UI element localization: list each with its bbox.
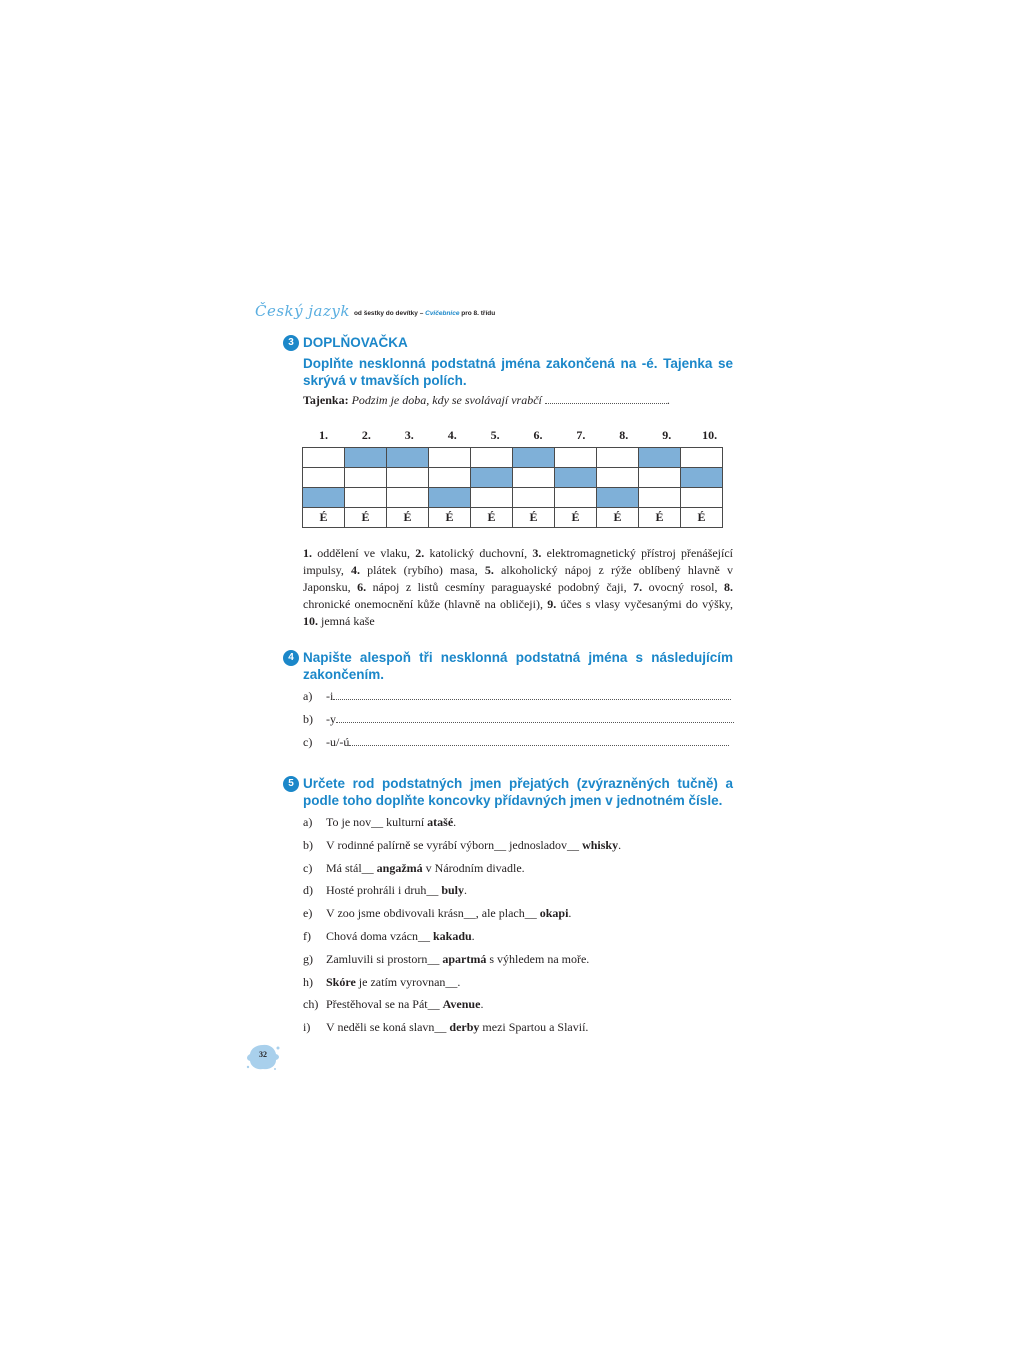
exercise-item — [303, 1019, 588, 1035]
tajenka-text: Podzim je doba, kdy se svolávají vrabčí — [351, 393, 542, 407]
item-label: d) — [303, 883, 313, 898]
clue-number: 1. — [303, 546, 312, 560]
task-4-instruction: Napište alespoň tři nesklonná podstatná jména s následujícím zakončením. — [303, 650, 733, 682]
sentence-text: . — [480, 997, 484, 1012]
crossword-cell[interactable] — [429, 488, 471, 508]
exercise-item — [303, 814, 456, 830]
clue-text: jemná kaše — [318, 614, 375, 628]
item-label: i) — [303, 1020, 311, 1035]
crossword-cell[interactable] — [303, 488, 345, 508]
answer-line[interactable] — [349, 735, 729, 746]
sentence-text: . — [618, 837, 622, 852]
exercise-item — [303, 951, 589, 967]
sentence-text: Má stál__ — [326, 860, 377, 875]
item-label: b) — [303, 837, 313, 852]
crossword-letter-cell: É — [303, 508, 345, 528]
clue-number: 10. — [303, 614, 318, 628]
loanword-bold: okapi — [539, 906, 569, 921]
crossword-cell[interactable] — [345, 488, 387, 508]
book-subtitle — [354, 310, 495, 320]
answer-line[interactable] — [336, 712, 734, 723]
exercise-item — [303, 882, 467, 898]
crossword-letter-cell: É — [681, 508, 723, 528]
exercise-item — [303, 996, 483, 1012]
crossword-letter-cell: É — [597, 508, 639, 528]
crossword-cell[interactable] — [681, 468, 723, 488]
sentence-text: s výhledem na moře. — [486, 951, 590, 966]
crossword-cell[interactable] — [429, 468, 471, 488]
exercise-item — [303, 974, 460, 990]
clue-number: 3. — [532, 546, 542, 560]
crossword-letter-cell: É — [555, 508, 597, 528]
crossword-cell[interactable] — [471, 448, 513, 468]
loanword-bold: angažmá — [376, 860, 423, 875]
clue-text: účes s vlasy vyčesanými do výšky, — [556, 597, 733, 611]
tajenka-label: Tajenka: — [303, 393, 349, 407]
crossword-cell[interactable] — [555, 488, 597, 508]
task-5-number: 5 — [283, 776, 299, 792]
clue-number: 5. — [484, 563, 494, 577]
sentence-text: Přestěhoval se na Pát__ — [326, 997, 443, 1012]
item-label: b) — [303, 712, 313, 726]
loanword-bold: buly — [441, 883, 464, 898]
crossword-cell[interactable] — [639, 488, 681, 508]
task-3-label: DOPLŇOVAČKA — [303, 335, 408, 350]
sentence-text: To je nov__ kulturní — [326, 815, 428, 829]
column-number: 9. — [662, 428, 672, 442]
crossword-letter-cell: É — [387, 508, 429, 528]
crossword-cell[interactable] — [639, 468, 681, 488]
subtitle-end: pro 8. třídu — [459, 310, 496, 317]
loanword-bold: kakadu — [432, 929, 472, 943]
page-number: 32 — [259, 1050, 267, 1059]
crossword-cell[interactable] — [387, 468, 429, 488]
exercise-item — [303, 860, 525, 876]
tajenka-end: . — [666, 393, 670, 407]
answer-line[interactable] — [333, 689, 731, 700]
clue-number: 9. — [547, 597, 557, 611]
sentence-text: V rodinné palírně se vyrábí výborn__ jednosladov__ — [326, 837, 583, 852]
tajenka-line — [303, 392, 670, 409]
clue-text: plátek (rybího) masa, — [360, 563, 485, 577]
crossword-letter-cell: É — [345, 508, 387, 528]
item-label: g) — [303, 951, 313, 966]
subtitle-accent: Cvičebnice — [425, 310, 460, 317]
crossword-cell[interactable] — [429, 448, 471, 468]
crossword-cell[interactable] — [471, 488, 513, 508]
sentence-text: . — [471, 929, 475, 943]
clue-number: 6. — [357, 580, 367, 594]
crossword-row — [303, 488, 723, 508]
crossword-cell[interactable] — [513, 468, 555, 488]
crossword-row — [303, 448, 723, 468]
item-label: a) — [303, 689, 313, 703]
item-label: f) — [303, 929, 311, 943]
clue-text: nápoj z listů cesmíny paraguayské podobný čaji, — [366, 580, 634, 594]
item-ending: -i — [326, 689, 334, 703]
column-number: 6. — [533, 428, 543, 442]
book-logo: Český jazyk — [255, 302, 350, 320]
item-ending: -u/-ú — [326, 735, 350, 749]
crossword-cell[interactable] — [681, 448, 723, 468]
item-label: e) — [303, 906, 313, 921]
crossword-grid — [302, 447, 723, 528]
task-4-number: 4 — [283, 650, 299, 666]
page-header — [255, 296, 495, 320]
sentence-text: mezi Spartou a Slavií. — [479, 1020, 589, 1035]
sentence-text: V zoo jsme obdivovali krásn__, ale plach__ — [326, 906, 540, 921]
clue-number: 4. — [351, 563, 361, 577]
clue-text: oddělení ve vlaku, — [312, 546, 416, 560]
crossword-cell[interactable] — [555, 468, 597, 488]
loanword-bold: apartmá — [442, 951, 487, 966]
crossword-cell[interactable] — [597, 488, 639, 508]
task-3-number: 3 — [283, 335, 299, 351]
crossword-cell[interactable] — [681, 488, 723, 508]
crossword-cell[interactable] — [345, 468, 387, 488]
sentence-text: Chová doma vzácn__ — [326, 929, 433, 943]
sentence-text: . — [568, 906, 572, 921]
sentence-text: Hosté prohráli i druh__ — [326, 883, 442, 898]
tajenka-answer-line[interactable] — [545, 393, 667, 404]
subtitle-plain: od šestky do devítky – — [353, 310, 426, 317]
sentence-text: . — [453, 815, 457, 829]
clue-number: 8. — [724, 580, 733, 594]
sentence-text: Zamluvili si prostorn__ — [326, 951, 443, 966]
sentence-text: V neděli se koná slavn__ — [326, 1020, 450, 1035]
clue-text: ovocný rosol, — [642, 580, 724, 594]
task-5-instruction: Určete rod podstatných jmen přejatých (zvýrazněných tučně) a podle toho doplňte koncovky přídavných jmen v jednotném čísle. — [303, 776, 733, 808]
loanword-bold: derby — [449, 1020, 480, 1035]
crossword-cell[interactable] — [597, 448, 639, 468]
crossword-letter-cell: É — [639, 508, 681, 528]
crossword-cell[interactable] — [303, 468, 345, 488]
crossword-cell[interactable] — [387, 488, 429, 508]
item-label: c) — [303, 860, 313, 875]
crossword-letter-cell: É — [429, 508, 471, 528]
answer-line-item — [303, 688, 731, 704]
column-number: 8. — [619, 428, 629, 442]
crossword-letter-cell: É — [471, 508, 513, 528]
sentence-text: je zatím vyrovnan__. — [355, 974, 461, 989]
item-label: c) — [303, 735, 313, 749]
crossword-cell[interactable] — [513, 448, 555, 468]
column-number: 7. — [576, 428, 586, 442]
crossword-cell[interactable] — [597, 468, 639, 488]
column-number: 3. — [404, 428, 414, 442]
item-ending: -y — [326, 712, 336, 726]
task-3-instruction: Doplňte nesklonná podstatná jména zakončená na -é. Tajenka se skrývá v tmavších polích. — [303, 356, 733, 388]
column-number: 4. — [447, 428, 457, 442]
column-number: 2. — [361, 428, 371, 442]
crossword-cell[interactable] — [639, 448, 681, 468]
crossword-row — [303, 508, 723, 528]
sentence-text: v Národním divadle. — [422, 860, 525, 875]
clue-text: katolický duchovní, — [424, 546, 533, 560]
answer-line-item — [303, 734, 729, 750]
clue-number: 2. — [415, 546, 425, 560]
exercise-item — [303, 837, 621, 853]
item-label: ch) — [303, 997, 319, 1012]
column-number: 1. — [319, 428, 328, 442]
column-number: 5. — [490, 428, 500, 442]
clue-number: 7. — [633, 580, 643, 594]
exercise-item — [303, 905, 571, 921]
crossword-clues — [303, 545, 733, 630]
exercise-item — [303, 928, 475, 944]
crossword-cell[interactable] — [303, 448, 345, 468]
answer-line-item — [303, 711, 734, 727]
crossword-cell[interactable] — [555, 448, 597, 468]
crossword-row — [303, 468, 723, 488]
loanword-bold: whisky — [582, 837, 619, 852]
clue-text: elektromagnetický přístroj přenášející impulsy, — [303, 546, 733, 577]
clue-text: chronické onemocnění kůže (hlavně na obličeji), — [303, 597, 548, 611]
crossword-cell[interactable] — [387, 448, 429, 468]
sentence-text: . — [464, 883, 467, 898]
crossword-letter-cell: É — [513, 508, 555, 528]
loanword-bold: Skóre — [326, 974, 356, 989]
crossword-cell[interactable] — [345, 448, 387, 468]
loanword-bold: atašé — [427, 815, 454, 829]
item-label: a) — [303, 815, 313, 829]
clue-text: alkoholický nápoj z rýže oblíbený hlavně v Japonsku, — [303, 563, 733, 594]
loanword-bold: Avenue — [442, 997, 481, 1012]
column-number: 10. — [702, 428, 718, 442]
crossword-cell[interactable] — [471, 468, 513, 488]
item-label: h) — [303, 974, 313, 989]
crossword-cell[interactable] — [513, 488, 555, 508]
